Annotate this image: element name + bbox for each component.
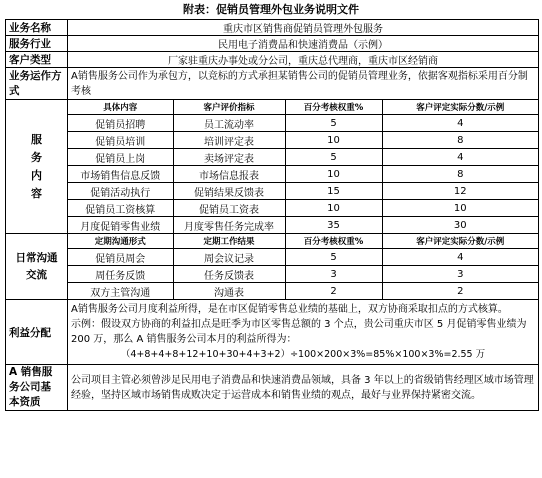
table-row — [68, 166, 538, 183]
service-label-char: 内 — [31, 168, 42, 182]
service-item-indicator: 月度零售任务完成率 — [173, 217, 285, 234]
daily-communication-label — [6, 234, 68, 300]
qualification-label-line: A 销售服 — [9, 366, 53, 378]
service-item-content: 促销员培训 — [68, 132, 173, 149]
table-row — [68, 183, 538, 200]
header-indicator: 客户评价指标 — [173, 100, 285, 115]
service-label-char: 服 — [31, 132, 42, 146]
row-business-name — [6, 20, 539, 36]
service-content-table — [68, 100, 538, 233]
communication-label-line: 日常沟通 — [15, 251, 58, 264]
communication-table — [68, 234, 538, 299]
profit-description: A销售服务公司月度利益所得，是在市区促销零售总业绩的基础上，双方协商采取扣点的方式核算。 — [71, 304, 508, 315]
table-row — [68, 217, 538, 234]
communication-item-weight: 2 — [285, 283, 382, 300]
service-item-score: 30 — [382, 217, 538, 234]
service-item-weight: 35 — [285, 217, 382, 234]
service-item-weight: 10 — [285, 200, 382, 217]
customer-type-value: 厂家驻重庆办事处或分公司，重庆总代理商，重庆市区经销商 — [68, 52, 539, 68]
service-item-indicator: 促销员工资表 — [173, 200, 285, 217]
profit-example: 示例：假设双方协商的利益扣点是旺季为市区零售总额的 3 个点，贵公司重庆市区 5 月促销零售业绩为 200 万，那么 A 销售服务公司本月的利益所得为： — [71, 319, 527, 345]
service-item-indicator: 员工流动率 — [173, 115, 285, 132]
service-item-indicator: 促销结果反馈表 — [173, 183, 285, 200]
communication-item-score: 4 — [382, 249, 538, 266]
row-qualification — [6, 365, 539, 411]
business-name-label: 业务名称 — [6, 20, 68, 36]
service-item-score: 4 — [382, 115, 538, 132]
service-table-header — [68, 100, 538, 115]
row-customer-type — [6, 52, 539, 68]
service-item-score: 8 — [382, 132, 538, 149]
operation-mode-label: 业务运作方式 — [6, 68, 68, 100]
service-item-weight: 10 — [285, 166, 382, 183]
service-item-weight: 5 — [285, 115, 382, 132]
profit-distribution-value — [68, 300, 539, 365]
communication-item-form: 促销员周会 — [68, 249, 173, 266]
row-service-content — [6, 100, 539, 234]
service-label-char: 容 — [31, 186, 42, 200]
table-row — [68, 249, 538, 266]
operation-mode-value: A销售服务公司作为承包方，以竞标的方式承担某销售公司的促销员管理业务，依据客观指标采用百分制考核 — [68, 68, 539, 100]
service-item-weight: 5 — [285, 149, 382, 166]
table-row — [68, 132, 538, 149]
qualification-value: 公司项目主管必须曾涉足民用电子消费品和快速消费品领域，具备 3 年以上的省级销售经理区域市场管理经验，坚持区域市场销售成败决定于运营成本和销售业绩的观点，最好与业界保持紧密交流。 — [68, 365, 539, 411]
header-content: 具体内容 — [68, 100, 173, 115]
communication-item-score: 2 — [382, 283, 538, 300]
service-label-char: 务 — [31, 150, 42, 164]
row-operation-mode — [6, 68, 539, 100]
communication-item-result: 沟通表 — [173, 283, 285, 300]
service-item-weight: 15 — [285, 183, 382, 200]
service-item-content: 促销活动执行 — [68, 183, 173, 200]
table-row — [68, 115, 538, 132]
customer-type-label: 客户类型 — [6, 52, 68, 68]
communication-item-form: 周任务反馈 — [68, 266, 173, 283]
header-result: 定期工作结果 — [173, 234, 285, 249]
service-item-score: 4 — [382, 149, 538, 166]
profit-distribution-label: 利益分配 — [6, 300, 68, 365]
communication-item-form: 双方主管沟通 — [68, 283, 173, 300]
header-weight: 百分考核权重% — [285, 234, 382, 249]
service-item-score: 12 — [382, 183, 538, 200]
header-score: 客户评定实际分数/示例 — [382, 100, 538, 115]
business-name-value: 重庆市区销售商促销员管理外包服务 — [68, 20, 539, 36]
service-item-content: 促销员招聘 — [68, 115, 173, 132]
header-weight: 百分考核权重% — [285, 100, 382, 115]
communication-item-weight: 3 — [285, 266, 382, 283]
communication-item-weight: 5 — [285, 249, 382, 266]
service-item-content: 促销员上岗 — [68, 149, 173, 166]
service-item-content: 市场销售信息反馈 — [68, 166, 173, 183]
row-profit-distribution — [6, 300, 539, 365]
service-item-weight: 10 — [285, 132, 382, 149]
header-form: 定期沟通形式 — [68, 234, 173, 249]
table-row — [68, 149, 538, 166]
communication-item-score: 3 — [382, 266, 538, 283]
service-item-indicator: 市场信息报表 — [173, 166, 285, 183]
service-item-score: 8 — [382, 166, 538, 183]
row-daily-communication — [6, 234, 539, 300]
service-item-score: 10 — [382, 200, 538, 217]
table-row — [68, 266, 538, 283]
communication-cell — [68, 234, 539, 300]
profit-formula: （4+8+4+8+12+10+30+4+3+2）÷100×200×3%=85%×100×3%=2.55 万 — [120, 349, 486, 360]
business-description-table — [5, 19, 539, 411]
qualification-label-line: 务公司基 — [9, 381, 51, 393]
service-item-content: 促销员工资核算 — [68, 200, 173, 217]
service-industry-label: 服务行业 — [6, 36, 68, 52]
qualification-label-line: 本资质 — [9, 396, 41, 408]
table-row — [68, 200, 538, 217]
document-title: 附表：促销员管理外包业务说明文件 — [183, 3, 359, 16]
communication-item-result: 周会议记录 — [173, 249, 285, 266]
service-industry-value: 民用电子消费品和快速消费品（示例） — [68, 36, 539, 52]
service-content-cell — [68, 100, 539, 234]
header-score: 客户评定实际分数/示例 — [382, 234, 538, 249]
service-item-content: 月度促销零售业绩 — [68, 217, 173, 234]
communication-label-line: 交流 — [26, 268, 47, 281]
table-row — [68, 283, 538, 300]
service-item-indicator: 卖场评定表 — [173, 149, 285, 166]
row-service-industry — [6, 36, 539, 52]
service-item-indicator: 培训评定表 — [173, 132, 285, 149]
service-content-label — [6, 100, 68, 234]
communication-table-header — [68, 234, 538, 249]
qualification-label — [6, 365, 68, 411]
communication-item-result: 任务反馈表 — [173, 266, 285, 283]
